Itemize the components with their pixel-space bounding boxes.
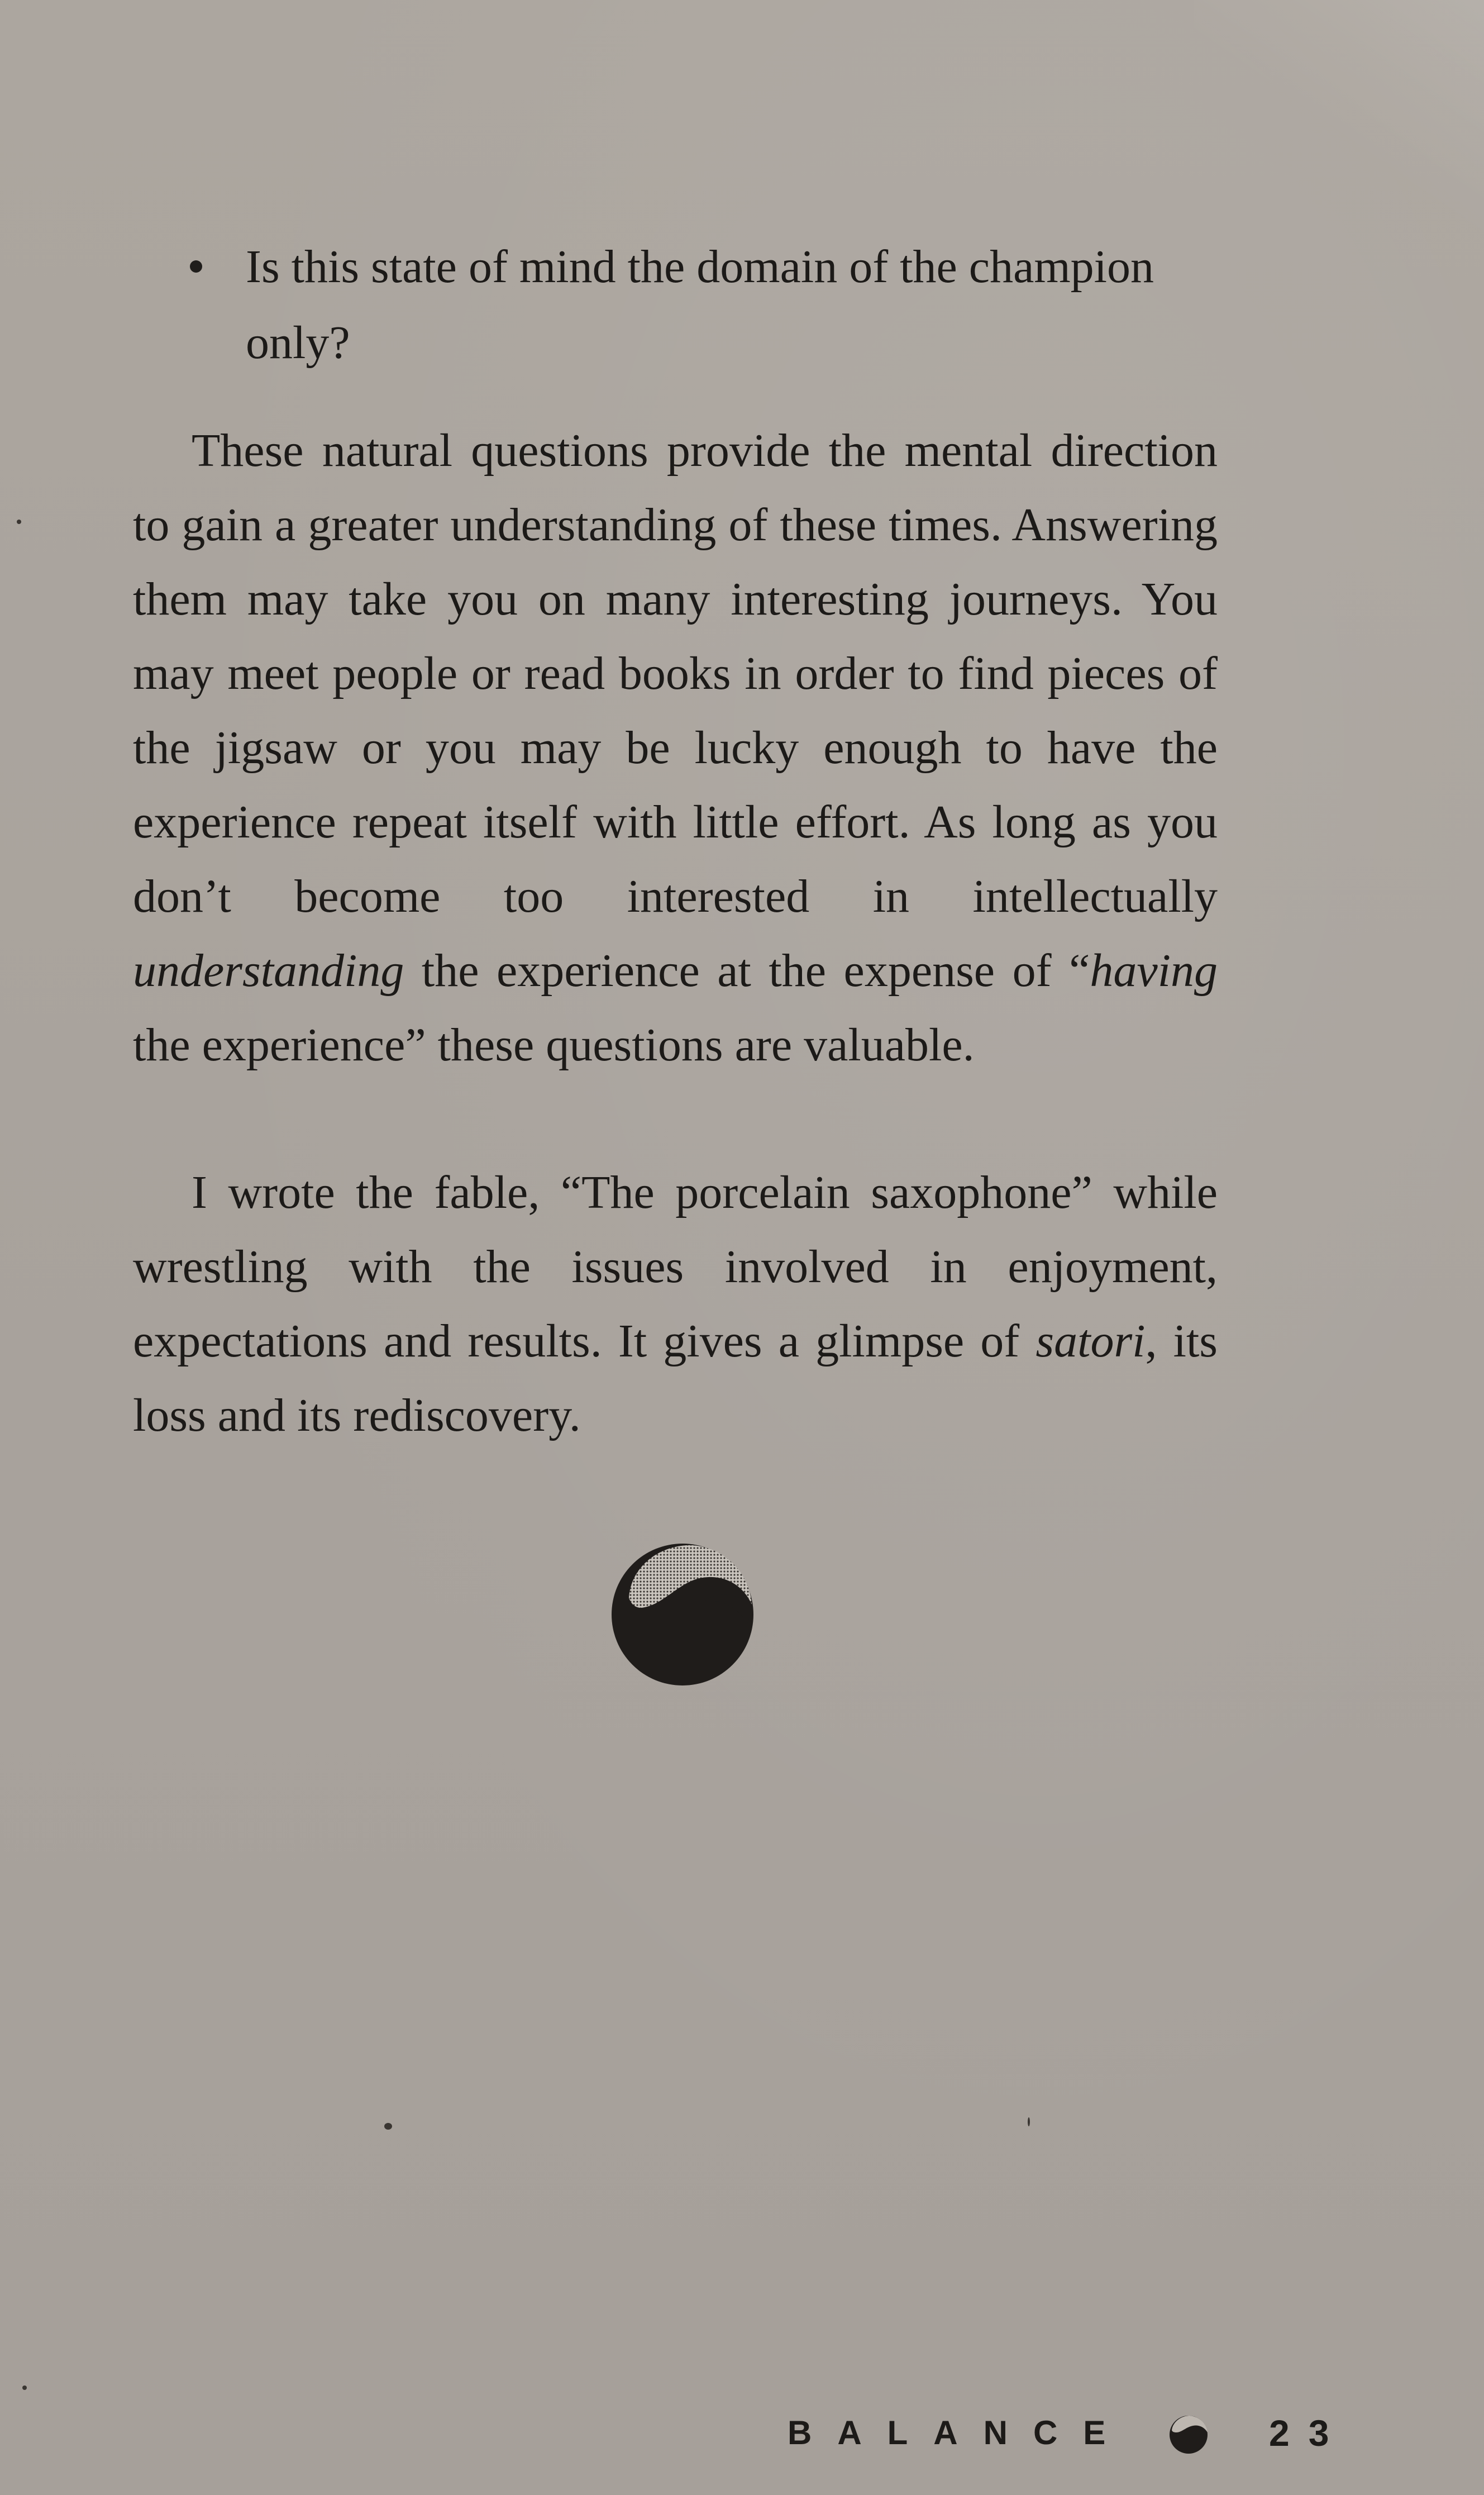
paper-speck: [1028, 2117, 1030, 2126]
page-number: 23: [1269, 2412, 1348, 2454]
paragraph-text: These natural questions provide the mental direction to gain a greater understanding of these times. Answering them may take you on many interesting journeys. You may meet people or read books in order to find pieces of the jigsaw or you may be lucky enough to have the experience repeat itself with little effort. As long as you don’t become too interested in intellectually: [133, 425, 1218, 922]
paper-speck: [17, 520, 21, 524]
paper-speck: [384, 2123, 392, 2130]
bullet-text: Is this state of mind the domain of the champion only?: [246, 241, 1154, 369]
italic-satori: satori: [1036, 1315, 1146, 1367]
paragraph-text: the experience at the expense of “: [404, 945, 1090, 997]
italic-having: having: [1090, 945, 1218, 997]
page-corner-shading: [1194, 0, 1484, 246]
paragraph-questions: [133, 413, 1218, 1082]
running-head: BALANCE: [788, 2414, 1132, 2451]
paragraph-text: , its loss and its rediscovery.: [133, 1315, 1218, 1441]
paragraph-fable: [133, 1155, 1218, 1453]
paragraph-text: I wrote the fable, “The porcelain saxophone” while wrestling with the issues involved in enjoyment, expectations and results. It gives a glimpse of: [133, 1166, 1218, 1367]
yin-yang-balance-icon: [609, 1540, 756, 1689]
yin-yang-balance-icon: [1167, 2413, 1210, 2456]
paper-speck: [22, 2386, 27, 2390]
page-footer: [788, 2408, 1374, 2458]
paragraph-text: the experience” these questions are valuable.: [133, 1019, 975, 1071]
italic-understanding: understanding: [133, 945, 404, 997]
bullet-dot-icon: [190, 260, 202, 273]
